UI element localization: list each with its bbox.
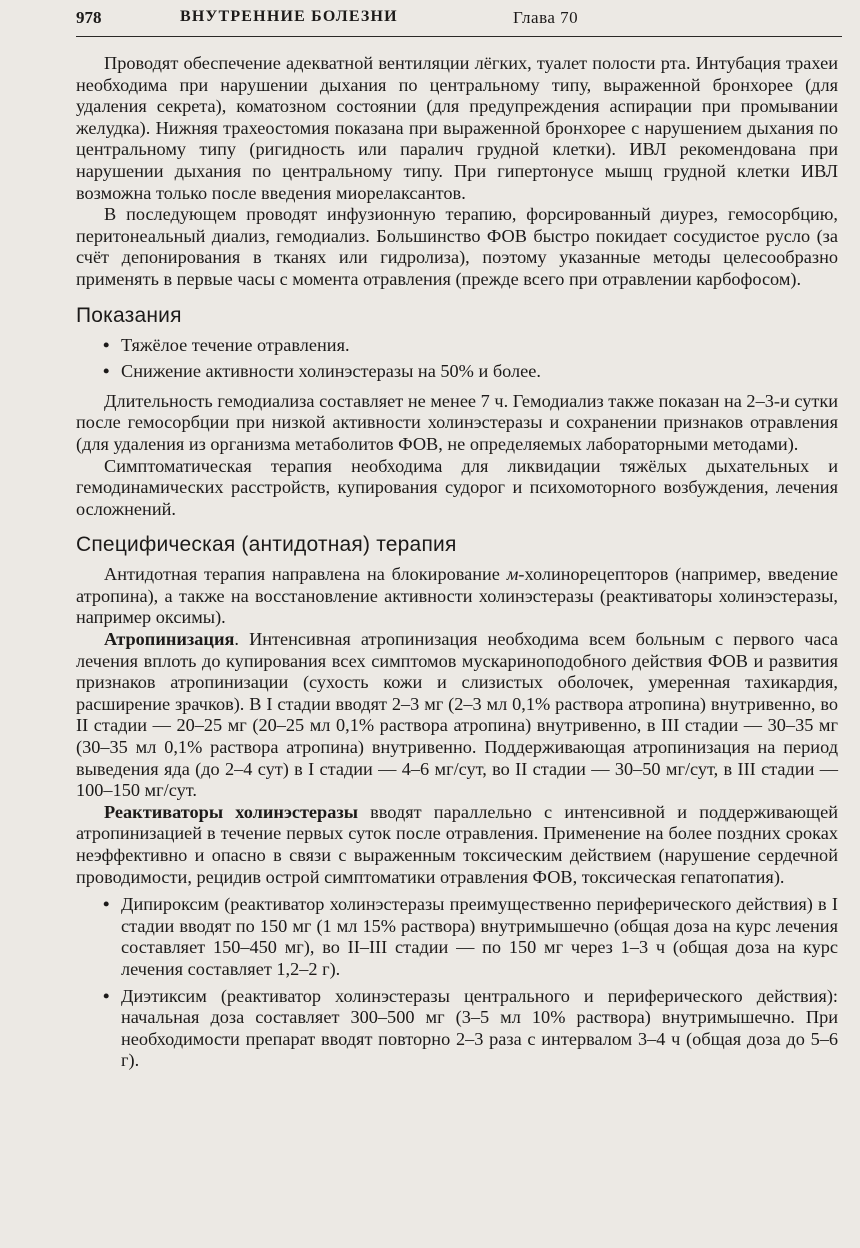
list-item	[76, 986, 838, 1072]
term-atropinization: Атропинизация	[104, 629, 235, 650]
header-rule	[76, 36, 842, 37]
bullet-icon: •	[103, 985, 110, 1006]
paragraph-reactivators	[76, 802, 838, 888]
drugs-list	[76, 894, 838, 1072]
bullet-icon: •	[103, 894, 110, 915]
list-item-text: Снижение активности холинэстеразы на 50% и более.	[121, 361, 541, 382]
indications-list	[76, 335, 838, 383]
drug-dipiroxim-text: Дипироксим (реактиватор холинэстеразы преимущественно периферического действия) в I стадии вводят по 150 мг (1 мл 15% раствора) внутримышечно (общая доза на курс лечения составляет 150–450 мг), во II–III стадии — по 150 мг через 1–3 ч (общая доза на курс лечения составляет 1,2–2 г).	[121, 894, 838, 979]
heading-indications: Показания	[76, 303, 182, 327]
paragraph-symptomatic: Симптоматическая терапия необходима для ликвидации тяжёлых дыхательных и гемодинамических расстройств, купирования судорог и психомоторного возбуждения, лечения осложнений.	[76, 455, 838, 519]
drug-dietixim-text: Диэтиксим (реактиватор холинэстеразы центрального и периферического действия): начальная доза составляет 300–500 мг (3–5 мл 10% раствора) внутримышечно. При необходимости препарат вводят повторно 2–3 раза с интервалом 3–4 ч (общая доза до 5–6 г).	[121, 985, 838, 1071]
list-item	[76, 335, 838, 357]
book-title: ВНУТРЕННИЕ БОЛЕЗНИ	[180, 8, 398, 25]
reactivators-text: вводят параллельно с интенсивной и поддерживающей атропинизацией в течение первых суток после отравления. Применение на более поздних сроках неэффективно и опасно в связи с выраженным токсическим действием (нарушение сердечной проводимости, рецидив острой симптоматики отравления ФОВ, токсическая гепатопатия).	[76, 801, 839, 887]
list-item	[76, 361, 838, 383]
bullet-icon: •	[103, 361, 110, 382]
heading-specific-therapy: Специфическая (антидотная) терапия	[76, 533, 457, 557]
atropinization-text: . Интенсивная атропинизация необходима всем больным с первого часа лечения вплоть до купирования всех симптомов мускариноподобного действия ФОВ и развития признаков атропинизации (сухость кожи и слизистых оболочек, умеренная тахикардия, расширение зрачков). В I стадии вводят 2–3 мг (2–3 мл 0,1% раствора атропина) внутривенно, во II стадии — 20–25 мг (20–25 мл 0,1% раствора атропина) внутривенно, в III стадии — 30–35 мг (30–35 мл 0,1% раствора атропина) внутривенно. Поддерживающая атропинизация на период выведения яда (до 2–4 сут) в I стадии — 4–6 мг/сут, во II стадии — 30–50 мг/сут, в III стадии — 100–150 мг/сут.	[76, 629, 838, 801]
page-body	[76, 53, 838, 1080]
paragraph-antidote	[76, 564, 838, 629]
antidote-text-italic: м	[506, 564, 519, 585]
page-number: 978	[76, 8, 102, 27]
term-reactivators: Реактиваторы холинэстеразы	[104, 801, 358, 822]
list-item	[76, 894, 838, 980]
paragraph-hemodialysis: Длительность гемодиализа составляет не менее 7 ч. Гемодиализ также показан на 2–3-и сутки после гемосорбции при низкой активности холинэстеразы и сохранении признаков отравления (для удаления из организма метаболитов ФОВ, не определяемых лабораторными методами).	[76, 390, 838, 454]
paragraph-infusion: В последующем проводят инфузионную терапию, форсированный диурез, гемосорбцию, перитонеальный диализ, гемодиализ. Большинство ФОВ быстро покидает сосудистое русло (за счёт депонирования в тканях или гидролиза), поэтому указанные методы целесообразно применять в первые часы с момента отравления (прежде всего при отравлении карбофосом).	[76, 204, 838, 289]
antidote-text-end: -холинорецепторов (например, введение атропина), а также на восстановление активности холинэстеразы (реактиваторы холинэстеразы, например оксимы).	[76, 564, 838, 628]
list-item-text: Тяжёлое течение отравления.	[121, 334, 350, 355]
paragraph-ventilation: Проводят обеспечение адекватной вентиляции лёгких, туалет полости рта. Интубация трахеи необходима при нарушении дыхания по центральному типу, выраженной бронхорее (для удаления секрета), коматозном состоянии (для предупреждения аспирации при промывании желудка). Нижняя трахеостомия показана при выраженной бронхорее с нарушением дыхания по центральному типу (ригидность или паралич грудной клетки). ИВЛ рекомендована при нарушении дыхания по центральному типу. При гипертонусе мышц грудной клетки ИВЛ возможна только после введения миорелаксантов.	[76, 53, 838, 203]
paragraph-atropinization	[76, 629, 838, 802]
bullet-icon: •	[103, 334, 110, 355]
chapter-label: Глава 70	[513, 8, 579, 27]
running-header	[76, 8, 836, 32]
antidote-text-start: Антидотная терапия направлена на блокирование	[104, 564, 507, 585]
